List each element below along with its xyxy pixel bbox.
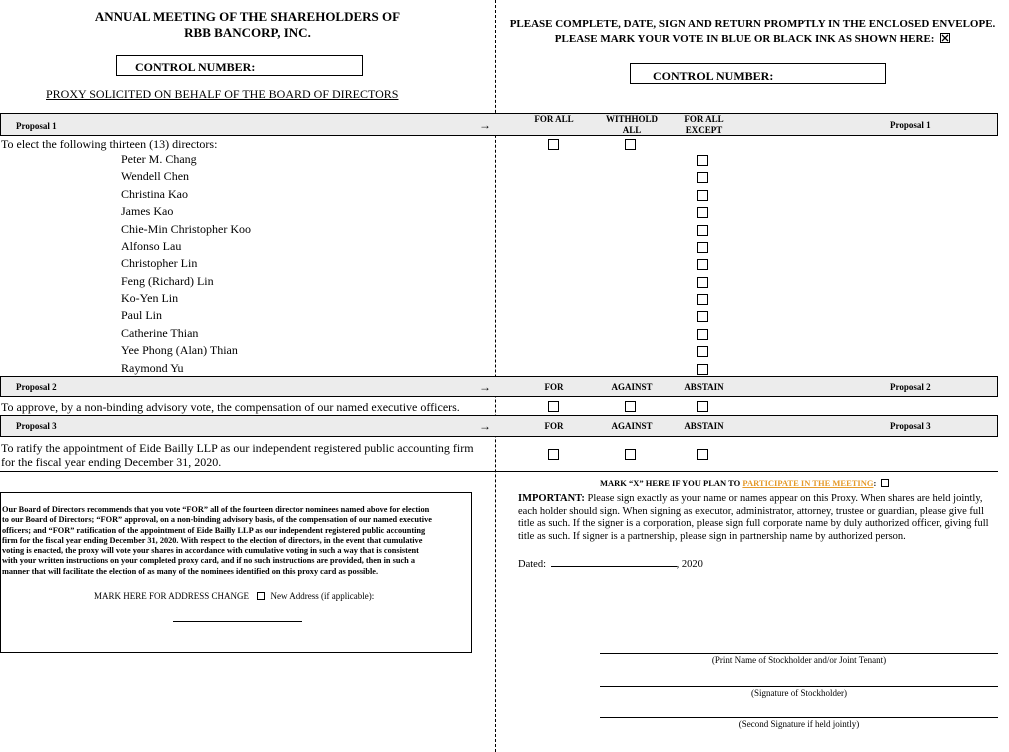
second-signature-line[interactable]: [600, 717, 998, 718]
recommendation-line: firm for the fiscal year ending December 31, 2020. With respect to the election of directors, in the event that cumulative: [2, 535, 423, 545]
dated-row: [518, 556, 703, 570]
instructions-line1: PLEASE COMPLETE, DATE, SIGN AND RETURN PROMPTLY IN THE ENCLOSED ENVELOPE.: [509, 18, 996, 30]
important-line: title as such. If signer is a partnership, please sign in partnership name by authorized person.: [518, 531, 906, 543]
proposal1-right-label: Proposal 1: [890, 120, 931, 130]
proposal1-header: [0, 113, 998, 136]
nominee-name: Alfonso Lau: [121, 239, 182, 253]
recommendation-line: officers; and “FOR” ratification of the appointment of Eide Bailly LLP as our independent registered public accounting: [2, 525, 426, 535]
col-for: FOR: [544, 382, 564, 392]
nominee-except-checkbox[interactable]: [697, 259, 708, 270]
print-name-line[interactable]: [600, 653, 998, 654]
proposal3-header: [0, 415, 998, 437]
signature-caption: (Signature of Stockholder): [751, 688, 847, 698]
col-for: FOR: [544, 421, 564, 431]
nominee-name: Feng (Richard) Lin: [121, 274, 214, 288]
proposal2-against-checkbox[interactable]: [625, 401, 636, 412]
important-line: [518, 493, 1000, 506]
dated-year: , 2020: [676, 559, 703, 570]
meeting-suffix: :: [873, 478, 877, 488]
proposal3-text-line2: for the fiscal year ending December 31, 2020.: [1, 455, 222, 469]
meeting-title-line1: ANNUAL MEETING OF THE SHAREHOLDERS OF: [94, 9, 401, 24]
col-against: AGAINST: [611, 382, 653, 392]
col-for-all-except: FOR ALL EXCEPT: [684, 114, 724, 135]
important-label: IMPORTANT:: [518, 493, 585, 504]
recommendation-line: Our Board of Directors recommends that you vote “FOR” all of the fourteen director nominees named above for election: [2, 505, 430, 514]
control-number-box-right[interactable]: [630, 63, 886, 84]
dated-label: Dated:: [518, 559, 546, 570]
proposal2-right-label: Proposal 2: [890, 382, 931, 392]
recommendation-line: voting is enacted, the proxy will vote your shares in accordance with cumulative voting in such a way that is consistent: [2, 546, 419, 556]
nominee-name: Raymond Yu: [121, 361, 184, 375]
nominee-name: Yee Phong (Alan) Thian: [121, 343, 238, 357]
control-number-label-left: CONTROL NUMBER:: [135, 60, 256, 74]
proposal2-label: Proposal 2: [16, 382, 57, 392]
nominee-except-checkbox[interactable]: [697, 364, 708, 375]
nominee-except-checkbox[interactable]: [697, 207, 708, 218]
signature-line[interactable]: [600, 686, 998, 687]
important-line: title as such. If the signer is a corporation, please sign full corporate name by duly authorized officer, giving full: [518, 518, 989, 530]
proposal3-text-line1: To ratify the appointment of Eide Bailly LLP as our independent registered public accounting firm: [1, 441, 474, 455]
col-withhold-all: WITHHOLD ALL: [605, 114, 658, 135]
address-change-label: MARK HERE FOR ADDRESS CHANGE: [94, 591, 250, 601]
arrow-icon: →: [479, 380, 491, 394]
nominee-except-checkbox[interactable]: [697, 294, 708, 305]
col-for-all: FOR ALL: [534, 114, 574, 124]
proposal1-text: To elect the following thirteen (13) directors:: [1, 137, 218, 151]
nominee-except-checkbox[interactable]: [697, 225, 708, 236]
nominee-name: Wendell Chen: [121, 169, 190, 183]
col-abstain: ABSTAIN: [684, 421, 724, 431]
nominee-name: Chie-Min Christopher Koo: [121, 222, 251, 236]
instructions-header: [505, 17, 1000, 47]
proposal2-for-checkbox[interactable]: [548, 401, 559, 412]
nominee-except-checkbox[interactable]: [697, 155, 708, 166]
arrow-icon: →: [479, 419, 491, 433]
proposal3-label: Proposal 3: [16, 421, 57, 431]
nominee-name: Paul Lin: [121, 308, 162, 322]
second-signature-caption: (Second Signature if held jointly): [738, 719, 860, 729]
col-against: AGAINST: [611, 421, 653, 431]
board-recommendation-box: [0, 492, 472, 653]
proposal3-abstain-checkbox[interactable]: [697, 449, 708, 460]
proposal3-text: [1, 441, 474, 469]
nominee-name: Ko-Yen Lin: [121, 291, 179, 305]
company-name: RBB BANCORP, INC.: [184, 25, 311, 40]
control-number-label-right: CONTROL NUMBER:: [653, 69, 774, 83]
nominee-except-checkbox[interactable]: [697, 172, 708, 183]
proposal2-text: To approve, by a non-binding advisory vote, the compensation of our named executive officers.: [1, 400, 460, 414]
arrow-icon: →: [479, 118, 491, 132]
proposal3-right-label: Proposal 3: [890, 421, 931, 431]
print-name-caption: (Print Name of Stockholder and/or Joint Tenant): [711, 655, 887, 665]
proposal2-abstain-checkbox[interactable]: [697, 401, 708, 412]
important-line-text: Please sign exactly as your name or names appear on this Proxy. When shares are held jointly,: [587, 493, 983, 504]
nominee-except-checkbox[interactable]: [697, 190, 708, 201]
recommendation-line: to our Board of Directors; “FOR” approval, on a non-binding advisory basis, of the compensation of our named executive: [2, 515, 432, 525]
address-change-checkbox[interactable]: [257, 592, 265, 600]
nominee-except-checkbox[interactable]: [697, 242, 708, 253]
new-address-label: New Address (if applicable):: [270, 591, 375, 601]
address-change-row: [94, 591, 374, 601]
meeting-prefix: MARK “X” HERE IF YOU PLAN TO: [600, 478, 741, 488]
proposal2-header: [0, 376, 998, 397]
proposal1-for-all-checkbox[interactable]: [548, 139, 559, 150]
nominee-name: Catherine Thian: [121, 326, 199, 340]
nominee-name: Christopher Lin: [121, 256, 198, 270]
recommendation-line: with your written instructions on your completed proxy card, and if no such instructions are provided, then in such a: [2, 556, 415, 566]
proxy-solicited-heading: PROXY SOLICITED ON BEHALF OF THE BOARD OF DIRECTORS: [46, 87, 399, 101]
proposal1-withhold-all-checkbox[interactable]: [625, 139, 636, 150]
important-line: each holder should sign. When signing as executor, administrator, attorney, trustee or guardian, please give full: [518, 505, 984, 517]
nominee-except-checkbox[interactable]: [697, 346, 708, 357]
recommendation-line: manner that will facilitate the election of as many of the nominees identified on this proxy card as possible.: [2, 566, 379, 576]
nominee-name: James Kao: [121, 204, 174, 218]
section-divider: [0, 471, 998, 472]
proposal1-label: Proposal 1: [16, 121, 57, 131]
nominee-name: Christina Kao: [121, 187, 188, 201]
board-recommendation-text: [2, 505, 474, 577]
instructions-line2: [505, 32, 1000, 47]
instructions-line2-text: PLEASE MARK YOUR VOTE IN BLUE OR BLACK INK AS SHOWN HERE:: [554, 33, 935, 45]
nominee-except-checkbox[interactable]: [697, 311, 708, 322]
meeting-title: [60, 9, 435, 41]
participate-checkbox[interactable]: [881, 479, 889, 487]
date-input-line[interactable]: [551, 556, 677, 567]
col-abstain: ABSTAIN: [684, 382, 724, 392]
proposal3-against-checkbox[interactable]: [625, 449, 636, 460]
control-number-box-left[interactable]: [116, 55, 363, 76]
meeting-participation-row: [600, 478, 889, 488]
new-address-line[interactable]: [173, 621, 302, 622]
proposal3-for-checkbox[interactable]: [548, 449, 559, 460]
participate-meeting-link[interactable]: PARTICIPATE IN THE MEETING: [742, 478, 874, 488]
nominee-except-checkbox[interactable]: [697, 277, 708, 288]
marked-example-icon: [940, 33, 950, 43]
important-notice: [518, 493, 1000, 544]
nominee-except-checkbox[interactable]: [697, 329, 708, 340]
nominee-name: Peter M. Chang: [121, 152, 197, 166]
